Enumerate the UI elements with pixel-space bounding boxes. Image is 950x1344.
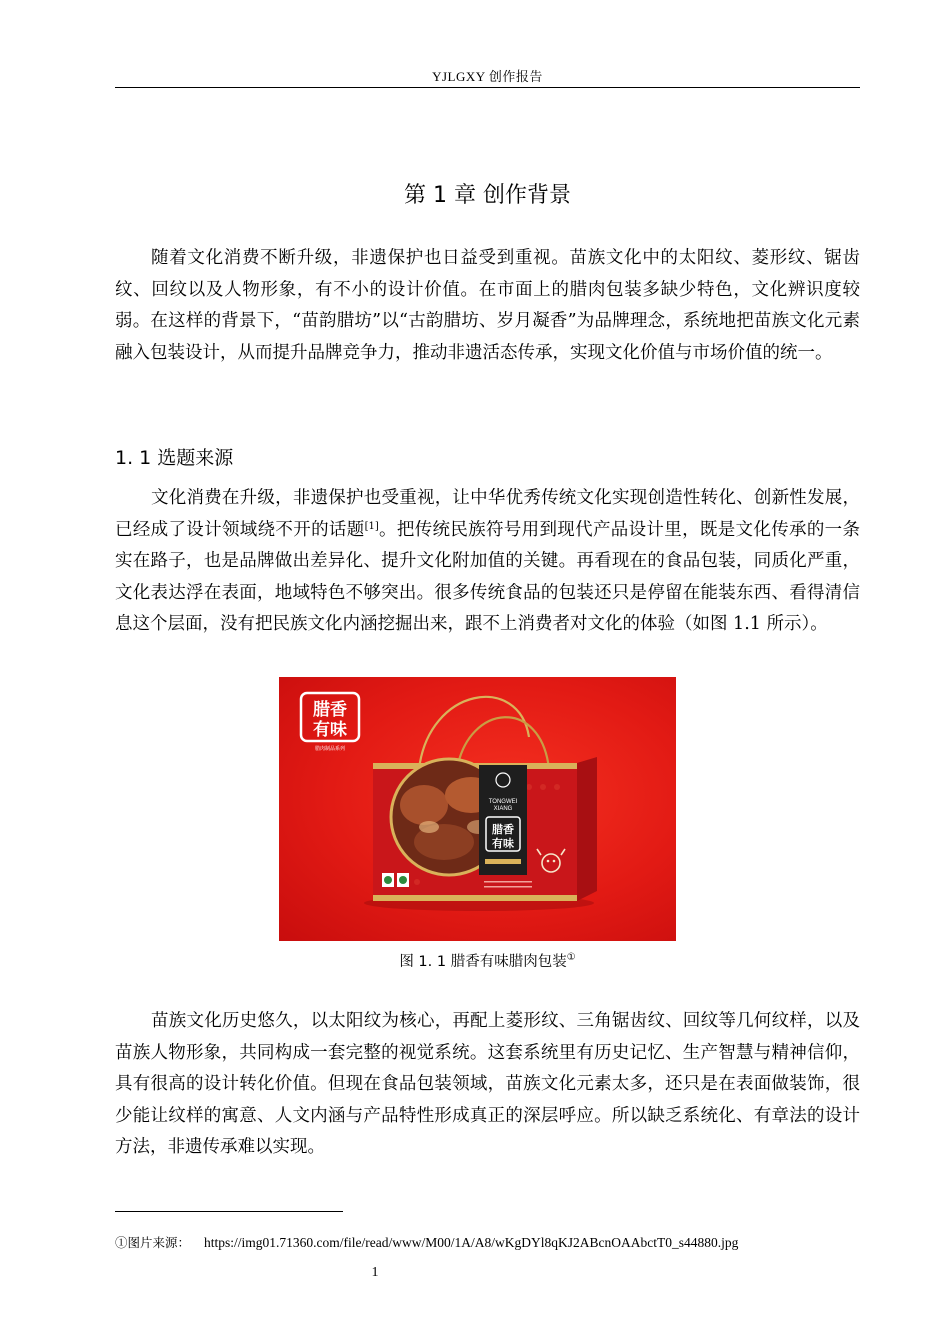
brand-logo-line1: 腊香 xyxy=(313,700,347,720)
section-paragraph-1 xyxy=(115,483,860,641)
running-header: YJLGXY 创作报告 xyxy=(432,69,543,84)
citation-ref[interactable]: [1] xyxy=(364,520,379,532)
footnote-url-link[interactable]: https://img01.71360.com/file/read/www/M00/1A/A8/wKgDYl8qKJ2ABcnOAAbctT0_s44880.jpg xyxy=(204,1235,739,1250)
section-paragraph-2: 苗族文化历史悠久，以太阳纹为核心，再配上菱形纹、三角锯齿纹、回纹等几何纹样，以及苗族人物形象，共同构成一套完整的视觉系统。这套系统里有历史记忆、生产智慧与精神信仰，具有很高的设计转化价值。但现在食品包装领域，苗族文化元素太多，还只是在表面做装饰，很少能让纹样的寓意、人文内涵与产品特性形成真正的深层呼应。所以缺乏系统化、有章法的设计方法，非遗传承难以实现。 xyxy=(115,1011,860,1157)
figure-caption-text: 图 1. 1 腊香有味腊肉包装 xyxy=(399,954,567,970)
bag-logo-line2: 有味 xyxy=(492,837,514,850)
packaging-illustration xyxy=(279,677,676,941)
footnote-label: ①图片来源： xyxy=(115,1235,191,1250)
chapter-intro-paragraph: 随着文化消费不断升级，非遗保护也日益受到重视。苗族文化中的太阳纹、菱形纹、锯齿纹、回纹以及人物形象，有不小的设计价值。在市面上的腊肉包装多缺少特色，文化辨识度较弱。在这样的背景下，“苗韵腊坊”以“古韵腊坊、岁月凝香”为品牌理念，系统地把苗族文化元素融入包装设计，从而提升品牌竞争力，推动非遗活态传承，实现文化价值与市场价值的统一。 xyxy=(115,248,860,363)
section-title: 1. 1 选题来源 xyxy=(115,447,234,469)
footnote-rule xyxy=(115,1211,343,1212)
brand-logo-sub: 腊肉制品系列 xyxy=(314,746,346,752)
figure-footnote-mark[interactable]: ① xyxy=(566,952,576,963)
bag-pinyin-1: TONGWEI xyxy=(488,799,518,805)
page-number: 1 xyxy=(371,1265,379,1280)
brand-logo-line2: 有味 xyxy=(313,720,347,740)
bag-pinyin-2: XIANG xyxy=(493,806,513,812)
bag-side xyxy=(577,757,597,901)
section-paragraph-1-text-a: 文化消费在升级，非遗保护也受重视，让中华优秀传统文化实现创造性转化、创新性发展，已经成了设计领域绕不开的话题 xyxy=(115,488,860,540)
brand-logo xyxy=(301,693,359,752)
bag-logo-line1: 腊香 xyxy=(492,823,514,836)
bag-handle-back xyxy=(457,717,549,769)
chapter-title: 第 1 章 创作背景 xyxy=(404,183,571,208)
header-rule xyxy=(115,87,860,88)
figure-caption xyxy=(115,950,860,971)
footnote xyxy=(115,1233,738,1251)
product-photo xyxy=(279,677,676,941)
section-paragraph-1-text-b: 。把传统民族符号用到现代产品设计里，既是文化传承的一条实在路子，也是品牌做出差异化、提升文化附加值的关键。再看现在的食品包装，同质化严重，文化表达浮在表面，地域特色不够突出。很多传统食品的包装还只是停留在能装东西、看得清信息这个层面，没有把民族文化内涵挖掘出来，跟不上消费者对文化的体验（如图 1.1 所示）。 xyxy=(115,519,861,634)
